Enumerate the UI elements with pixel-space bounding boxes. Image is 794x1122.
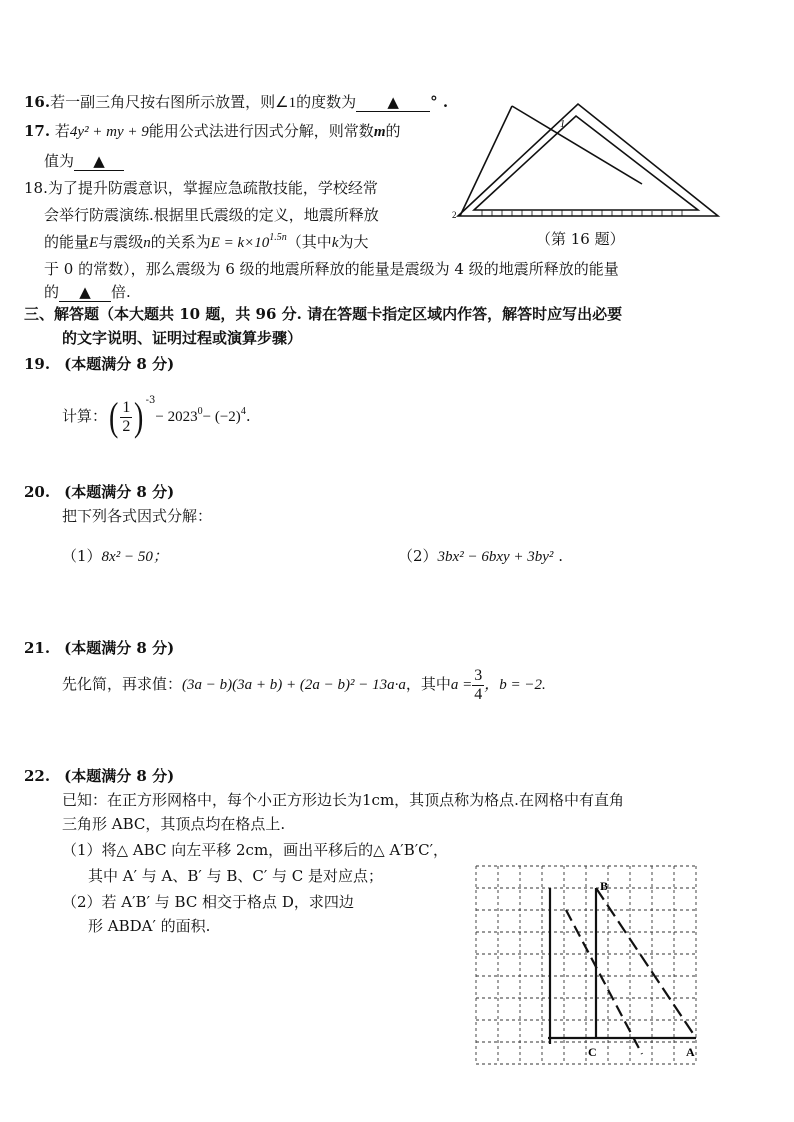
- q16-line: [24, 92, 448, 113]
- q21-fraction: [472, 667, 484, 704]
- q19-exp4: 4: [240, 406, 246, 417]
- q18-E: E: [89, 235, 99, 251]
- q20-p1-label: （1）: [62, 547, 102, 565]
- q16-text: 若一副三角尺按右图所示放置，则: [50, 93, 276, 111]
- q17-tail: 的: [385, 122, 401, 140]
- q20-part2: [398, 546, 563, 567]
- q19-right-paren: ): [134, 394, 144, 439]
- q19-score: (本题满分 8 分): [64, 355, 175, 373]
- q17-expression: 4y² + my + 9: [69, 124, 149, 140]
- q22-line2: 三角形 ABC，其顶点均在格点上.: [62, 815, 286, 833]
- q18-line5: [44, 282, 131, 302]
- q19-exp0: 0: [197, 406, 203, 417]
- q17-pre: 若: [54, 122, 70, 140]
- q21-b: ，b = −2.: [484, 677, 546, 693]
- q18-answer-blank[interactable]: ▲: [59, 283, 111, 302]
- q16-answer-blank[interactable]: ▲: [356, 93, 430, 112]
- q16-tail: 的度数为: [296, 93, 357, 111]
- q17-line: [24, 121, 401, 142]
- figure-16-label-1: 1: [560, 119, 565, 130]
- q21-header: [24, 638, 174, 658]
- q18-line2: 会举行防震演练.根据里氏震级的定义，地震所释放: [44, 206, 379, 224]
- q22-line3: （1）将△ ABC 向左平移 2cm，画出平移后的△ A′B′C′，: [62, 841, 449, 859]
- q19-expression: [62, 394, 251, 438]
- q20-p2-label: （2）: [398, 547, 438, 565]
- grid-label-B: B: [600, 879, 609, 893]
- q19-end: .: [245, 407, 251, 425]
- q21-frac-num: 3: [474, 666, 483, 684]
- section3-heading-line1: 三、解答题（本大题共 10 题，共 96 分. 请在答题卡指定区域内作答，解答时应写出必要: [24, 305, 623, 323]
- q21-number: 21.: [24, 639, 51, 657]
- q22-number: 22.: [24, 767, 51, 785]
- q20-p2-end: .: [558, 547, 563, 565]
- figure-16-triangles: [452, 92, 722, 222]
- q18-l5a: 的: [44, 283, 60, 301]
- q18-k: k: [331, 235, 339, 251]
- q20-score: (本题满分 8 分): [64, 483, 175, 501]
- q17-var: m: [373, 124, 386, 140]
- q22-grid-figure: [470, 858, 720, 1078]
- q18-l3d: （其中: [286, 233, 332, 251]
- q19-header: [24, 354, 174, 374]
- q19-rest: − 2023: [155, 409, 198, 425]
- q22-score: (本题满分 8 分): [64, 767, 175, 785]
- q19-frac-den: 2: [122, 417, 131, 435]
- q16-unit: °: [430, 93, 438, 111]
- q17-answer-blank[interactable]: ▲: [74, 152, 124, 171]
- q22-line5: （2）若 A′B′ 与 BC 相交于格点 D，求四边: [62, 893, 354, 911]
- q18-l3a: 的能量: [44, 233, 90, 251]
- q19-left-paren: (: [109, 394, 119, 439]
- q17-line2: [44, 151, 124, 171]
- q18-formula: E = k×10: [210, 235, 270, 251]
- q17-mid: 能用公式法进行因式分解，则常数: [148, 122, 374, 140]
- q19-rest2: − (−2): [202, 409, 241, 425]
- q21-expr: (3a − b)(3a + b) + (2a − b)² − 13a·a: [182, 677, 406, 693]
- q22-line4: 其中 A′ 与 A、B′ 与 B、C′ 与 C 是对应点；: [88, 867, 384, 885]
- q20-p1-expression: 8x² − 50；: [101, 549, 168, 565]
- q16-end: .: [442, 93, 449, 111]
- q16-angle: ∠1: [275, 95, 297, 111]
- q18-l3e: 为大: [338, 233, 369, 251]
- q21-expression: [62, 662, 546, 706]
- q16-number: 16.: [24, 93, 51, 111]
- q20-header: [24, 482, 174, 502]
- q22-line1: 已知：在正方形网格中，每个小正方形边长为1cm，其顶点称为格点.在网格中有直角: [62, 791, 624, 809]
- q18-line4: 于 0 的常数），那么震级为 6 级的地震所释放的能量是震级为 4 级的地震所释放的能量: [44, 260, 619, 278]
- q18-l3c: 的关系为: [150, 233, 211, 251]
- q20-number: 20.: [24, 483, 51, 501]
- q17-number: 17.: [24, 122, 51, 140]
- q22-header: [24, 766, 174, 786]
- q19-label: 计算：: [62, 407, 108, 425]
- q21-a: a =: [450, 677, 473, 693]
- q19-exp: -3: [145, 395, 156, 406]
- q20-prompt: 把下列各式因式分解：: [62, 507, 213, 525]
- q19-fraction: [120, 399, 132, 436]
- q19-number: 19.: [24, 355, 51, 373]
- q18-exp: 1.5n: [269, 232, 287, 243]
- q18-l5b: 倍.: [111, 283, 131, 301]
- q22-line6: 形 ABDA′ 的面积.: [88, 917, 211, 935]
- q21-mid: ，其中: [405, 675, 451, 693]
- figure-16-label-2: 2: [452, 210, 457, 220]
- q18-n: n: [143, 235, 151, 251]
- q18-l3b: 与震级: [98, 233, 144, 251]
- q17-line2-text: 值为: [44, 152, 75, 170]
- q21-score: (本题满分 8 分): [64, 639, 175, 657]
- q20-p2-expression: 3bx² − 6bxy + 3by²: [437, 549, 554, 565]
- grid-label-A: A: [686, 1045, 695, 1059]
- q20-part1: [62, 546, 168, 567]
- q18-line1: 18.为了提升防震意识，掌握应急疏散技能，学校经常: [24, 179, 378, 197]
- q19-frac-num: 1: [122, 398, 131, 416]
- q21-label: 先化简，再求值：: [62, 675, 183, 693]
- q18-line3: [44, 232, 369, 253]
- q21-frac-den: 4: [474, 685, 483, 703]
- section3-heading-line2: 的文字说明、证明过程或演算步骤）: [62, 329, 303, 347]
- grid-label-C: C: [588, 1045, 597, 1059]
- figure-16-caption: （第 16 题）: [536, 230, 625, 248]
